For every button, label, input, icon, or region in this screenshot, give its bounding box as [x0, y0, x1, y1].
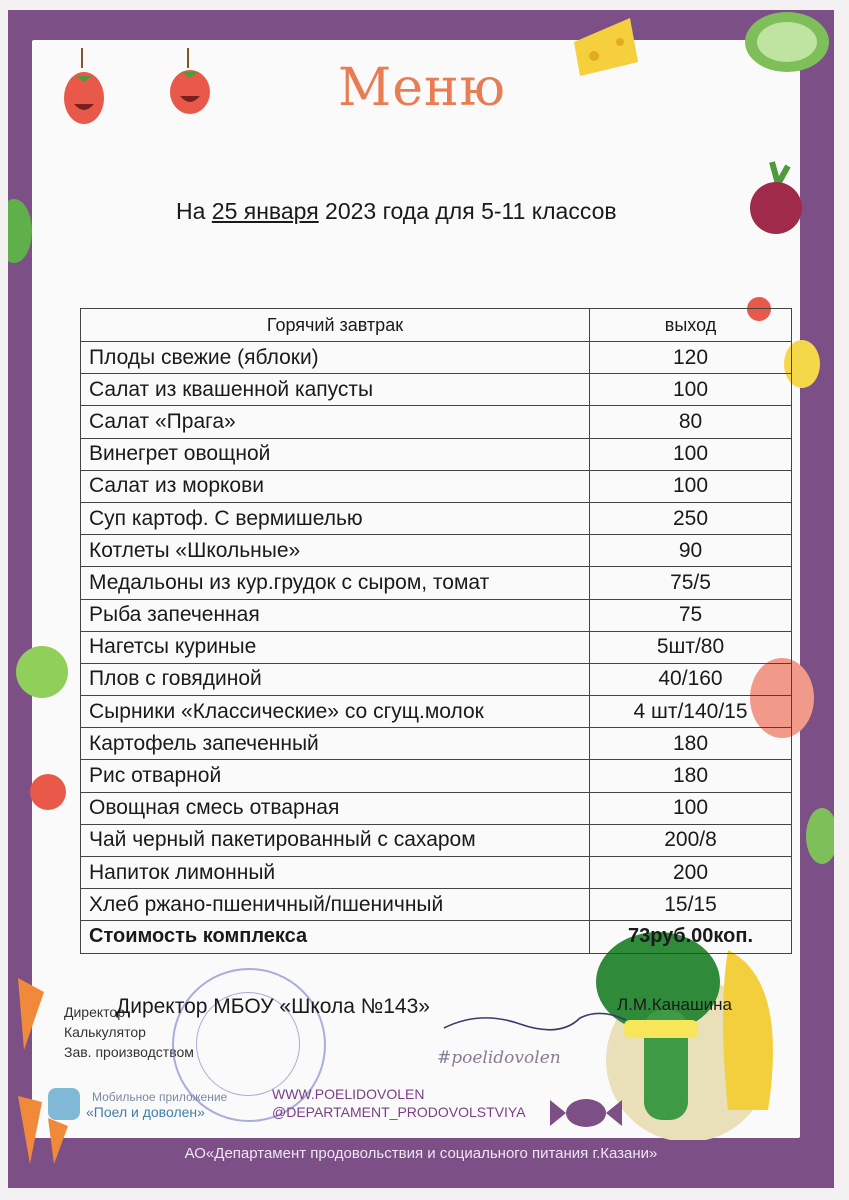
table-row [81, 535, 792, 567]
table-row [81, 792, 792, 824]
dish-qty: 100 [590, 470, 792, 502]
dish-name: Медальоны из кур.грудок с сыром, томат [81, 567, 590, 599]
mobile-app-label: Мобильное приложение [92, 1090, 228, 1104]
dish-name: Салат «Прага» [81, 406, 590, 438]
dish-name: Сырники «Классические» со сгущ.молок [81, 696, 590, 728]
total-row [81, 921, 792, 953]
mobile-app-name: «Поел и доволен» [86, 1104, 205, 1120]
mobile-app-icon [48, 1088, 80, 1120]
table-row [81, 857, 792, 889]
hashtag: #poelidovolen [437, 1048, 561, 1068]
aux-director-label: Директор [64, 1004, 125, 1020]
leaf-icon [800, 806, 834, 866]
page-title: Меню [338, 58, 506, 118]
table-row [81, 728, 792, 760]
dish-qty: 200 [590, 857, 792, 889]
dish-name: Рыба запеченная [81, 599, 590, 631]
dish-qty: 80 [590, 406, 792, 438]
dish-name: Плов с говядиной [81, 663, 590, 695]
dish-qty: 15/15 [590, 889, 792, 921]
dish-qty: 4 шт/140/15 [590, 696, 792, 728]
small-tomato-icon [26, 766, 70, 814]
dish-qty: 100 [590, 438, 792, 470]
dish-name: Хлеб ржано-пшеничный/пшеничный [81, 889, 590, 921]
dish-name: Суп картоф. С вермишелью [81, 502, 590, 534]
dish-name: Салат из квашенной капусты [81, 374, 590, 406]
cucumber-slice-icon [742, 8, 832, 78]
dish-name: Напиток лимонный [81, 857, 590, 889]
table-row [81, 889, 792, 921]
total-label: Стоимость комплекса [81, 921, 590, 953]
cheese-character-icon [570, 12, 642, 82]
instagram-handle[interactable]: @DEPARTAMENT_PRODOVOLSTVIYA [272, 1104, 526, 1120]
handwritten-signature-icon [440, 1000, 630, 1040]
qty-column-header: выход [590, 309, 792, 342]
menu-table [80, 308, 792, 954]
dish-name: Рис отварной [81, 760, 590, 792]
table-row [81, 663, 792, 695]
dish-qty: 5шт/80 [590, 631, 792, 663]
signer-name: Л.М.Канашина [617, 995, 732, 1014]
table-row [81, 470, 792, 502]
dish-name: Овощная смесь отварная [81, 792, 590, 824]
table-row [81, 631, 792, 663]
dish-qty: 75 [590, 599, 792, 631]
dish-qty: 180 [590, 760, 792, 792]
dish-qty: 200/8 [590, 824, 792, 856]
signature-label: Директор МБОУ «Школа №143» [116, 995, 430, 1018]
lettuce-leaf-icon [8, 196, 34, 266]
table-row [81, 760, 792, 792]
total-value: 73руб.00коп. [590, 921, 792, 953]
dish-name: Винегрет овощной [81, 438, 590, 470]
beet-character-icon [744, 158, 808, 238]
table-row [81, 342, 792, 374]
table-row [81, 567, 792, 599]
date-prefix: На [176, 198, 212, 224]
dish-qty: 90 [590, 535, 792, 567]
table-row [81, 406, 792, 438]
aux-calculator-label: Калькулятор [64, 1024, 146, 1040]
table-row [81, 599, 792, 631]
dish-name: Плоды свежие (яблоки) [81, 342, 590, 374]
dish-column-header: Горячий завтрак [81, 309, 590, 342]
dish-qty: 120 [590, 342, 792, 374]
dish-qty: 40/160 [590, 663, 792, 695]
apple-character-icon [8, 632, 68, 702]
aux-production-label: Зав. производством [64, 1044, 194, 1060]
table-row [81, 502, 792, 534]
table-row [81, 374, 792, 406]
date-suffix: 2023 года для 5-11 классов [318, 198, 617, 224]
candy-icon [546, 1090, 626, 1136]
menu-date: 25 января [211, 198, 319, 224]
dish-qty: 100 [590, 792, 792, 824]
table-header-row [81, 309, 792, 342]
menu-date-line [176, 198, 617, 225]
dish-name: Картофель запеченный [81, 728, 590, 760]
dish-name: Салат из моркови [81, 470, 590, 502]
dish-qty: 180 [590, 728, 792, 760]
website-link[interactable]: WWW.POELIDOVOLEN [272, 1086, 425, 1102]
dish-name: Нагетсы куриные [81, 631, 590, 663]
table-row [81, 438, 792, 470]
dish-qty: 250 [590, 502, 792, 534]
footer-organization: АО«Департамент продовольствия и социального питания г.Казани» [184, 1145, 658, 1162]
table-row [81, 696, 792, 728]
table-row [81, 824, 792, 856]
dish-name: Котлеты «Школьные» [81, 535, 590, 567]
dish-name: Чай черный пакетированный с сахаром [81, 824, 590, 856]
dish-qty: 100 [590, 374, 792, 406]
dish-qty: 75/5 [590, 567, 792, 599]
tomato-character-icon [168, 48, 216, 118]
tomato-character-icon [62, 48, 110, 138]
carrot-character-icon [10, 972, 50, 1052]
